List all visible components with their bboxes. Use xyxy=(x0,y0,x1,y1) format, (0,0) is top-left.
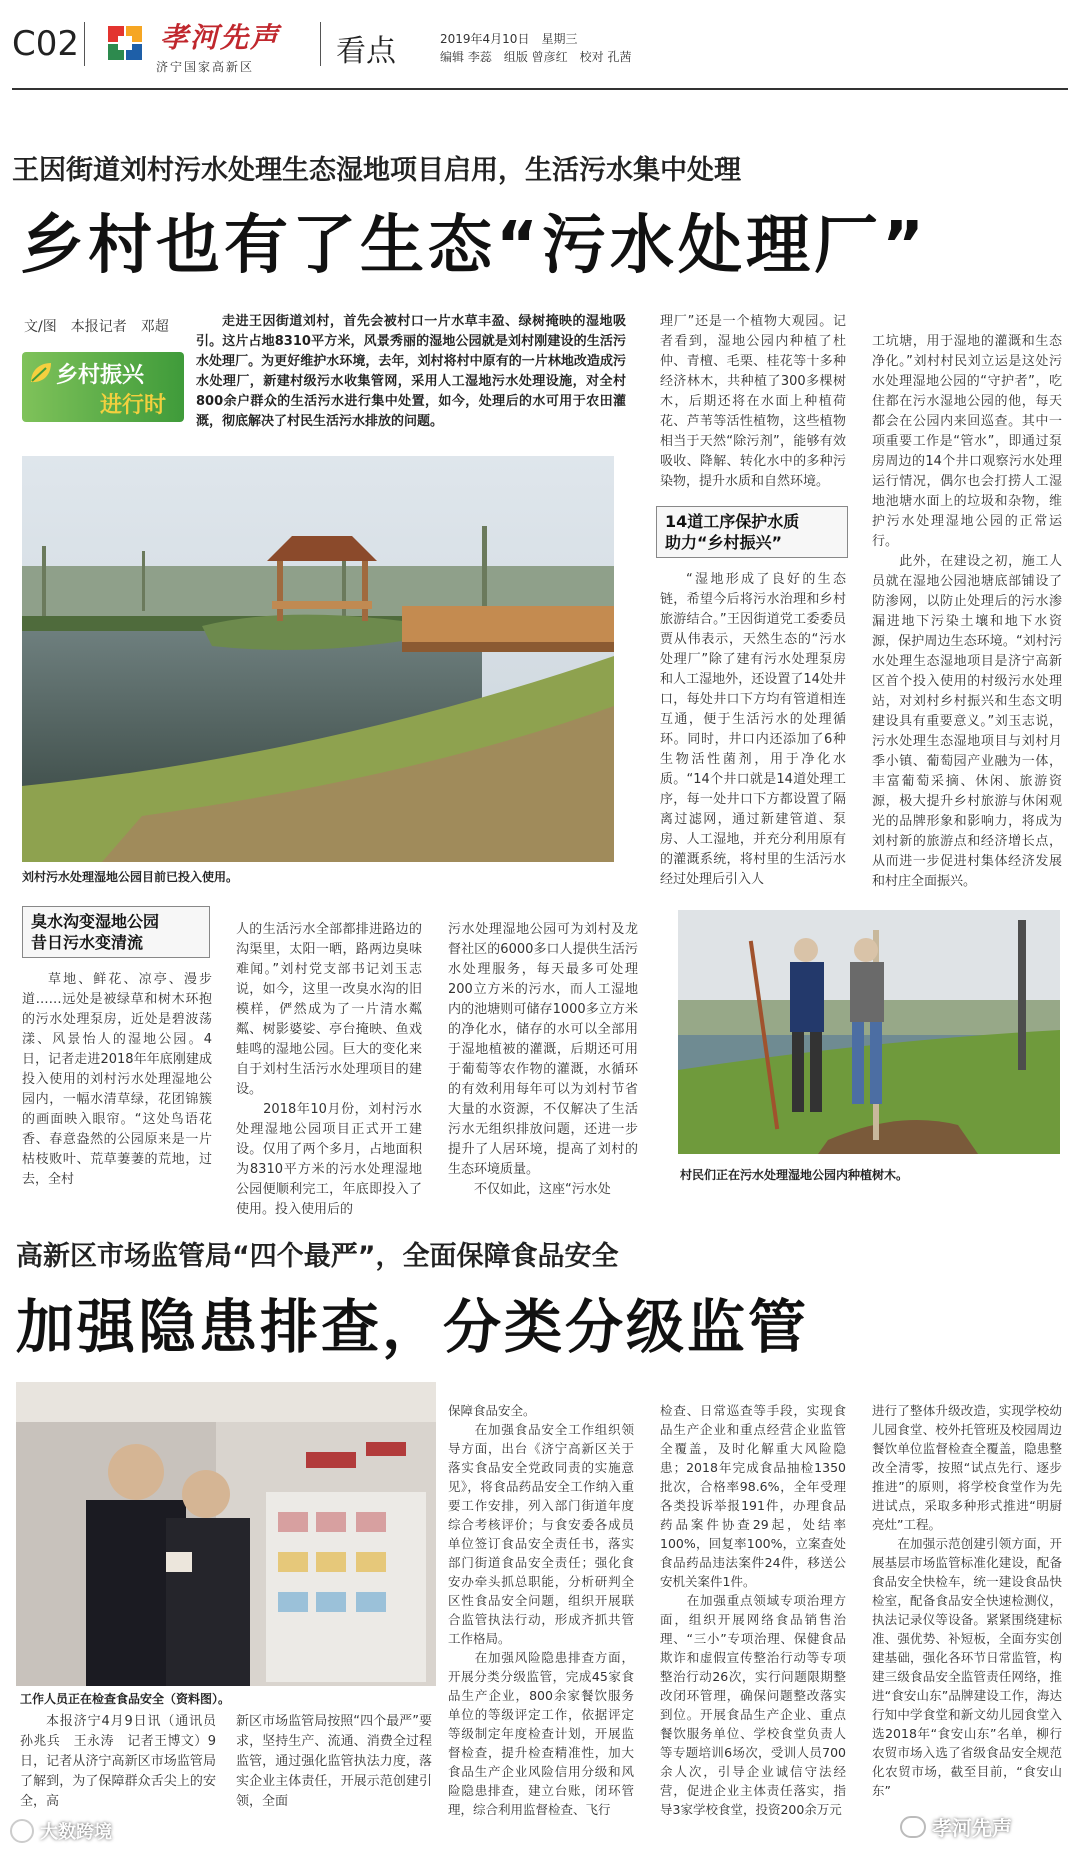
planting-trees-photo xyxy=(678,910,1060,1154)
masthead xyxy=(0,0,1080,80)
lead-text: 走进王因街道刘村，首先会被村口一片水草丰盈、绿树掩映的湿地吸引。这片占地8310平方米，风景秀丽的湿地公园就是刘村刚建设的生活污水处理厂。为更好维护水环境，去年，刘村将村中原有的一片林地改造成污水处理厂，新建村级污水收集管网，采用人工湿地污水处理设施，对全村800余户群众的生活污水进行集中处置，如今，处理后的水可用于农田灌溉，彻底解决了村民生活污水排放的问题。 xyxy=(196,314,626,429)
article2-col4 xyxy=(872,1382,1062,1819)
right-watermark xyxy=(900,1812,1012,1841)
article1-col-mid xyxy=(660,570,846,890)
subhead-stinky-ditch xyxy=(22,906,210,958)
left-watermark xyxy=(10,1818,112,1844)
page-code: C02 xyxy=(12,24,80,64)
watermark-chat-icon xyxy=(900,1816,926,1838)
article1-col-b3 xyxy=(448,900,638,1220)
article2-col1 xyxy=(20,1712,230,1812)
col-b2-text: 人的生活污水全部都排进路边的沟渠里，太阳一晒，路两边臭味难闻。”刘村党支部书记刘玉志说，如今，这里一改臭水沟的旧模样，俨然成为了一片清水粼粼、树影婆娑、亭台掩映、鱼戏蛙鸣的湿地公园。巨大的变化来自于刘村生活污水处理项目的建设。 2018年10月份，刘村污水处理湿地公园项目正式开工建设。仅用了两个多月，占地面积为8310平方米的污水处理湿地公园便顺利完工，年底即投入了使用。投入使用后的 xyxy=(236,922,422,1217)
paper-sub: 济宁国家高新区 xyxy=(156,60,255,74)
article1-headline: 乡村也有了生态“污水处理厂” xyxy=(20,209,929,283)
watermark-logo-icon xyxy=(10,1819,34,1843)
article2-col2 xyxy=(448,1382,634,1838)
article1-kicker: 王因街道刘村污水处理生态湿地项目启用，生活污水集中处理 xyxy=(12,155,741,186)
masthead-date: 2019年4月10日 星期三 xyxy=(440,32,578,46)
article1-lead xyxy=(196,312,626,432)
photo2-caption: 村民们正在污水处理湿地公园内种植树木。 xyxy=(680,1168,909,1182)
photo1-caption: 刘村污水处理湿地公园目前已投入使用。 xyxy=(22,870,239,884)
article2-col1b-text: 新区市场监管局按照“四个最严”要求，坚持生产、流通、消费全过程监管，通过强化监管执法力度，落实企业主体责任，开展示范创建引领，全面 xyxy=(236,1714,432,1809)
article2-photo-caption: 工作人员正在检查食品安全（资料图）。 xyxy=(20,1692,231,1706)
right-watermark-text: 孝河先声 xyxy=(932,1816,1012,1840)
subhead1-line1: 臭水沟变湿地公园 xyxy=(31,912,160,931)
masthead-divider xyxy=(84,22,85,66)
badge-line2: 进行时 xyxy=(100,393,167,418)
leaf-icon xyxy=(28,360,54,386)
section-name: 看点 xyxy=(336,34,396,69)
subhead2-line2: 助力“乡村振兴” xyxy=(665,533,783,552)
subhead1-line2: 昔日污水变清流 xyxy=(31,933,144,952)
article1-col-b2 xyxy=(236,900,422,1240)
paper-logo-icon xyxy=(108,26,142,60)
article1-col-b1 xyxy=(22,970,212,1190)
article1-col-right xyxy=(872,312,1062,912)
subhead-14-steps xyxy=(656,506,848,558)
article2-col3 xyxy=(660,1382,846,1838)
col-top-mid-text: 理厂”还是一个植物大观园。记者看到，湿地公园内种植了杜仲、青檀、毛栗、桂花等十多种经济林木，共种植了300多棵树木，后期还将在水面上种植荷花、芦苇等活性植物，这些植物相当于天然“除污剂”，能够有效吸收、降解、转化水中的多种污染物，提升水质和自然环境。 xyxy=(660,314,846,489)
subhead2-line1: 14道工序保护水质 xyxy=(665,512,800,531)
wetland-park-photo xyxy=(22,456,614,862)
article2-col2-text: 保障食品安全。 在加强食品安全工作组织领导方面，出台《济宁高新区关于落实食品安全党政同责的实施意见》，将食品药品安全工作纳入重要工作安排，列入部门街道年度综合考核评价；与食安委各成员单位签订食品安全责任书，落实部门街道食品安全责任；强化食安办牵头抓总职能，分析研判全区性食品安全问题，组织开展联合监管执法行动，形成齐抓共管工作格局。 在加强风险隐患排查方面，开展分类分级监管，完成45家食品生产企业，800余家餐饮服务单位的等级评定工作，依据评定等级制定年度检查计划，开展监督检查，提升检查精准性，加大食品生产企业风险信用分级和风险隐患排查，建立台账，闭环管理，综合利用监督检查、飞行 xyxy=(448,1403,634,1817)
masthead-divider-2 xyxy=(320,22,321,66)
rural-revitalization-badge xyxy=(22,352,184,422)
masthead-editors: 编辑 李蕊 组版 曾彦红 校对 孔茜 xyxy=(440,50,632,64)
article2-col3-text: 检查、日常巡查等手段，实现食品生产企业和重点经营企业监管全覆盖，及时化解重大风险隐患；2018年完成食品抽检1350批次，合格率98.6%，全年受理各类投诉举报191件，办理食品药品案件协查29起，处结率100%，回复率100%，立案查处食品药品违法案件24件，移送公安机关案件1件。 在加强重点领域专项治理方面，组织开展网络食品销售治理、“三小”专项治理、保健食品欺诈和虚假宣传整治行动等专项整治行动26次，实行问题限期整改闭环管理，确保问题整改落实到位。开展食品生产企业、重点餐饮服务单位、学校食堂负责人等专题培训6场次，受训人员700余人次，引导企业诚信守法经营，促进企业主体责任落实，指导3家学校食堂，投资200余万元 xyxy=(660,1403,846,1817)
article1-byline: 文/图 本报记者 邓超 xyxy=(24,319,169,335)
badge-line1: 乡村振兴 xyxy=(56,363,145,388)
col-b3-text: 污水处理湿地公园可为刘村及龙督社区的6000多口人提供生活污水处理服务，每天最多可处理200立方米的污水，而人工湿地内的池塘则可储存1000多立方米的净化水，储存的水可以全部用于湿地植被的灌溉，后期还可用于葡萄等农作物的灌溉，水循环的有效利用每年可以为刘村节省大量的水资源，不仅解决了生活污水无组织排放问题，还进一步提升了人居环境，提高了刘村的生态环境质量。 不仅如此，这座“污水处 xyxy=(448,922,638,1197)
masthead-rule xyxy=(12,88,1068,90)
col-right-text: 工坑塘，用于湿地的灌溉和生态净化。”刘村村民刘立运是这处污水处理湿地公园的“守护者”，吃住都在污水湿地公园的他，每天都会在公园内来回巡查。其中一项重要工作是“管水”，即通过泵房周边的14个井口观察污水处理运行情况，偶尔也会打捞人工湿地池塘水面上的垃圾和杂物，维护污水处理湿地公园的正常运行。 此外，在建设之初，施工人员就在湿地公园池塘底部铺设了防渗网，以防止处理后的污水渗漏进地下污染土壤和地下水资源，保护周边生态环境。“刘村污水处理生态湿地项目是济宁高新区首个投入使用的村级污水处理站，对刘村乡村振兴和生态文明建设具有重要意义。”刘玉志说，污水处理生态湿地项目与刘村月季小镇、葡萄园产业融为一体，丰富葡萄采摘、休闲、旅游资源，极大提升乡村旅游与休闲观光的品牌形象和影响力，将成为刘村新的旅游点和经济增长点，从而进一步促进村集体经济发展和村庄全面振兴。 xyxy=(872,334,1062,889)
article2-headline: 加强隐患排查，分类分级监管 xyxy=(16,1293,810,1361)
paper-name: 孝河先声 xyxy=(160,21,281,54)
article2-col1b xyxy=(236,1712,432,1812)
article2-col1-text: 本报济宁4月9日讯（通讯员 孙兆兵 王永涛 记者王博文）9日，记者从济宁高新区市场监管局了解到，为了保障群众舌尖上的安全，高 xyxy=(20,1714,230,1809)
article2-kicker: 高新区市场监管局“四个最严”，全面保障食品安全 xyxy=(16,1241,619,1272)
col-b1-text: 草地、鲜花、凉亭、漫步道……远处是被绿草和树木环抱的污水处理泵房，近处是碧波荡漾、风景怡人的湿地公园。4日，记者走进2018年年底刚建成投入使用的刘村污水处理湿地公园内，一幅水清草绿，花团锦簇的画面映入眼帘。“这处鸟语花香、春意盎然的公园原来是一片枯枝败叶、荒草萋萋的荒地，过去，全村 xyxy=(22,972,212,1187)
article2-col4-text: 进行了整体升级改造，实现学校幼儿园食堂、校外托管班及校园周边餐饮单位监督检查全覆盖，隐患整改全清零，按照“试点先行、逐步推进”的原则，将学校食堂作为先进试点，采取多种形式推进“明厨亮灶”工程。 在加强示范创建引领方面，开展基层市场监管标准化建设，配备食品安全快检车，统一建设食品快检室，配备食品安全快速检测仪，执法记录仪等设备。紧紧围绕建标准、强优势、补短板，全面夯实创建基础，强化各环节日常监管，构建三级食品安全监管责任网络，推进“食安山东”品牌建设工作，海达行知中学食堂和新文幼儿园食堂入选2018年“食安山东”名单，柳行农贸市场入选了省级食品安全规范化农贸市场，截至目前，“食安山东” xyxy=(872,1403,1062,1798)
food-inspection-photo xyxy=(16,1382,436,1686)
col-mid-text: “湿地形成了良好的生态链，希望今后将污水治理和乡村旅游结合。”王因街道党工委委员贾从伟表示，天然生态的“污水处理厂”除了建有污水处理泵房和人工湿地外，还设置了14处井口，每处井口下方均有管道相连互通，便于生活污水的处理循环。同时，井口内还添加了6种生物活性菌剂，用于净化水质。“14个井口就是14道处理工序，每一处井口下方都设置了隔离过滤网，通过新建管道、泵房、人工湿地，并充分利用原有的灌溉系统，将村里的生活污水经过处理后引入人 xyxy=(660,572,846,887)
left-watermark-text: 大数跨境 xyxy=(40,1822,112,1843)
article1-col-top-mid xyxy=(660,312,846,492)
